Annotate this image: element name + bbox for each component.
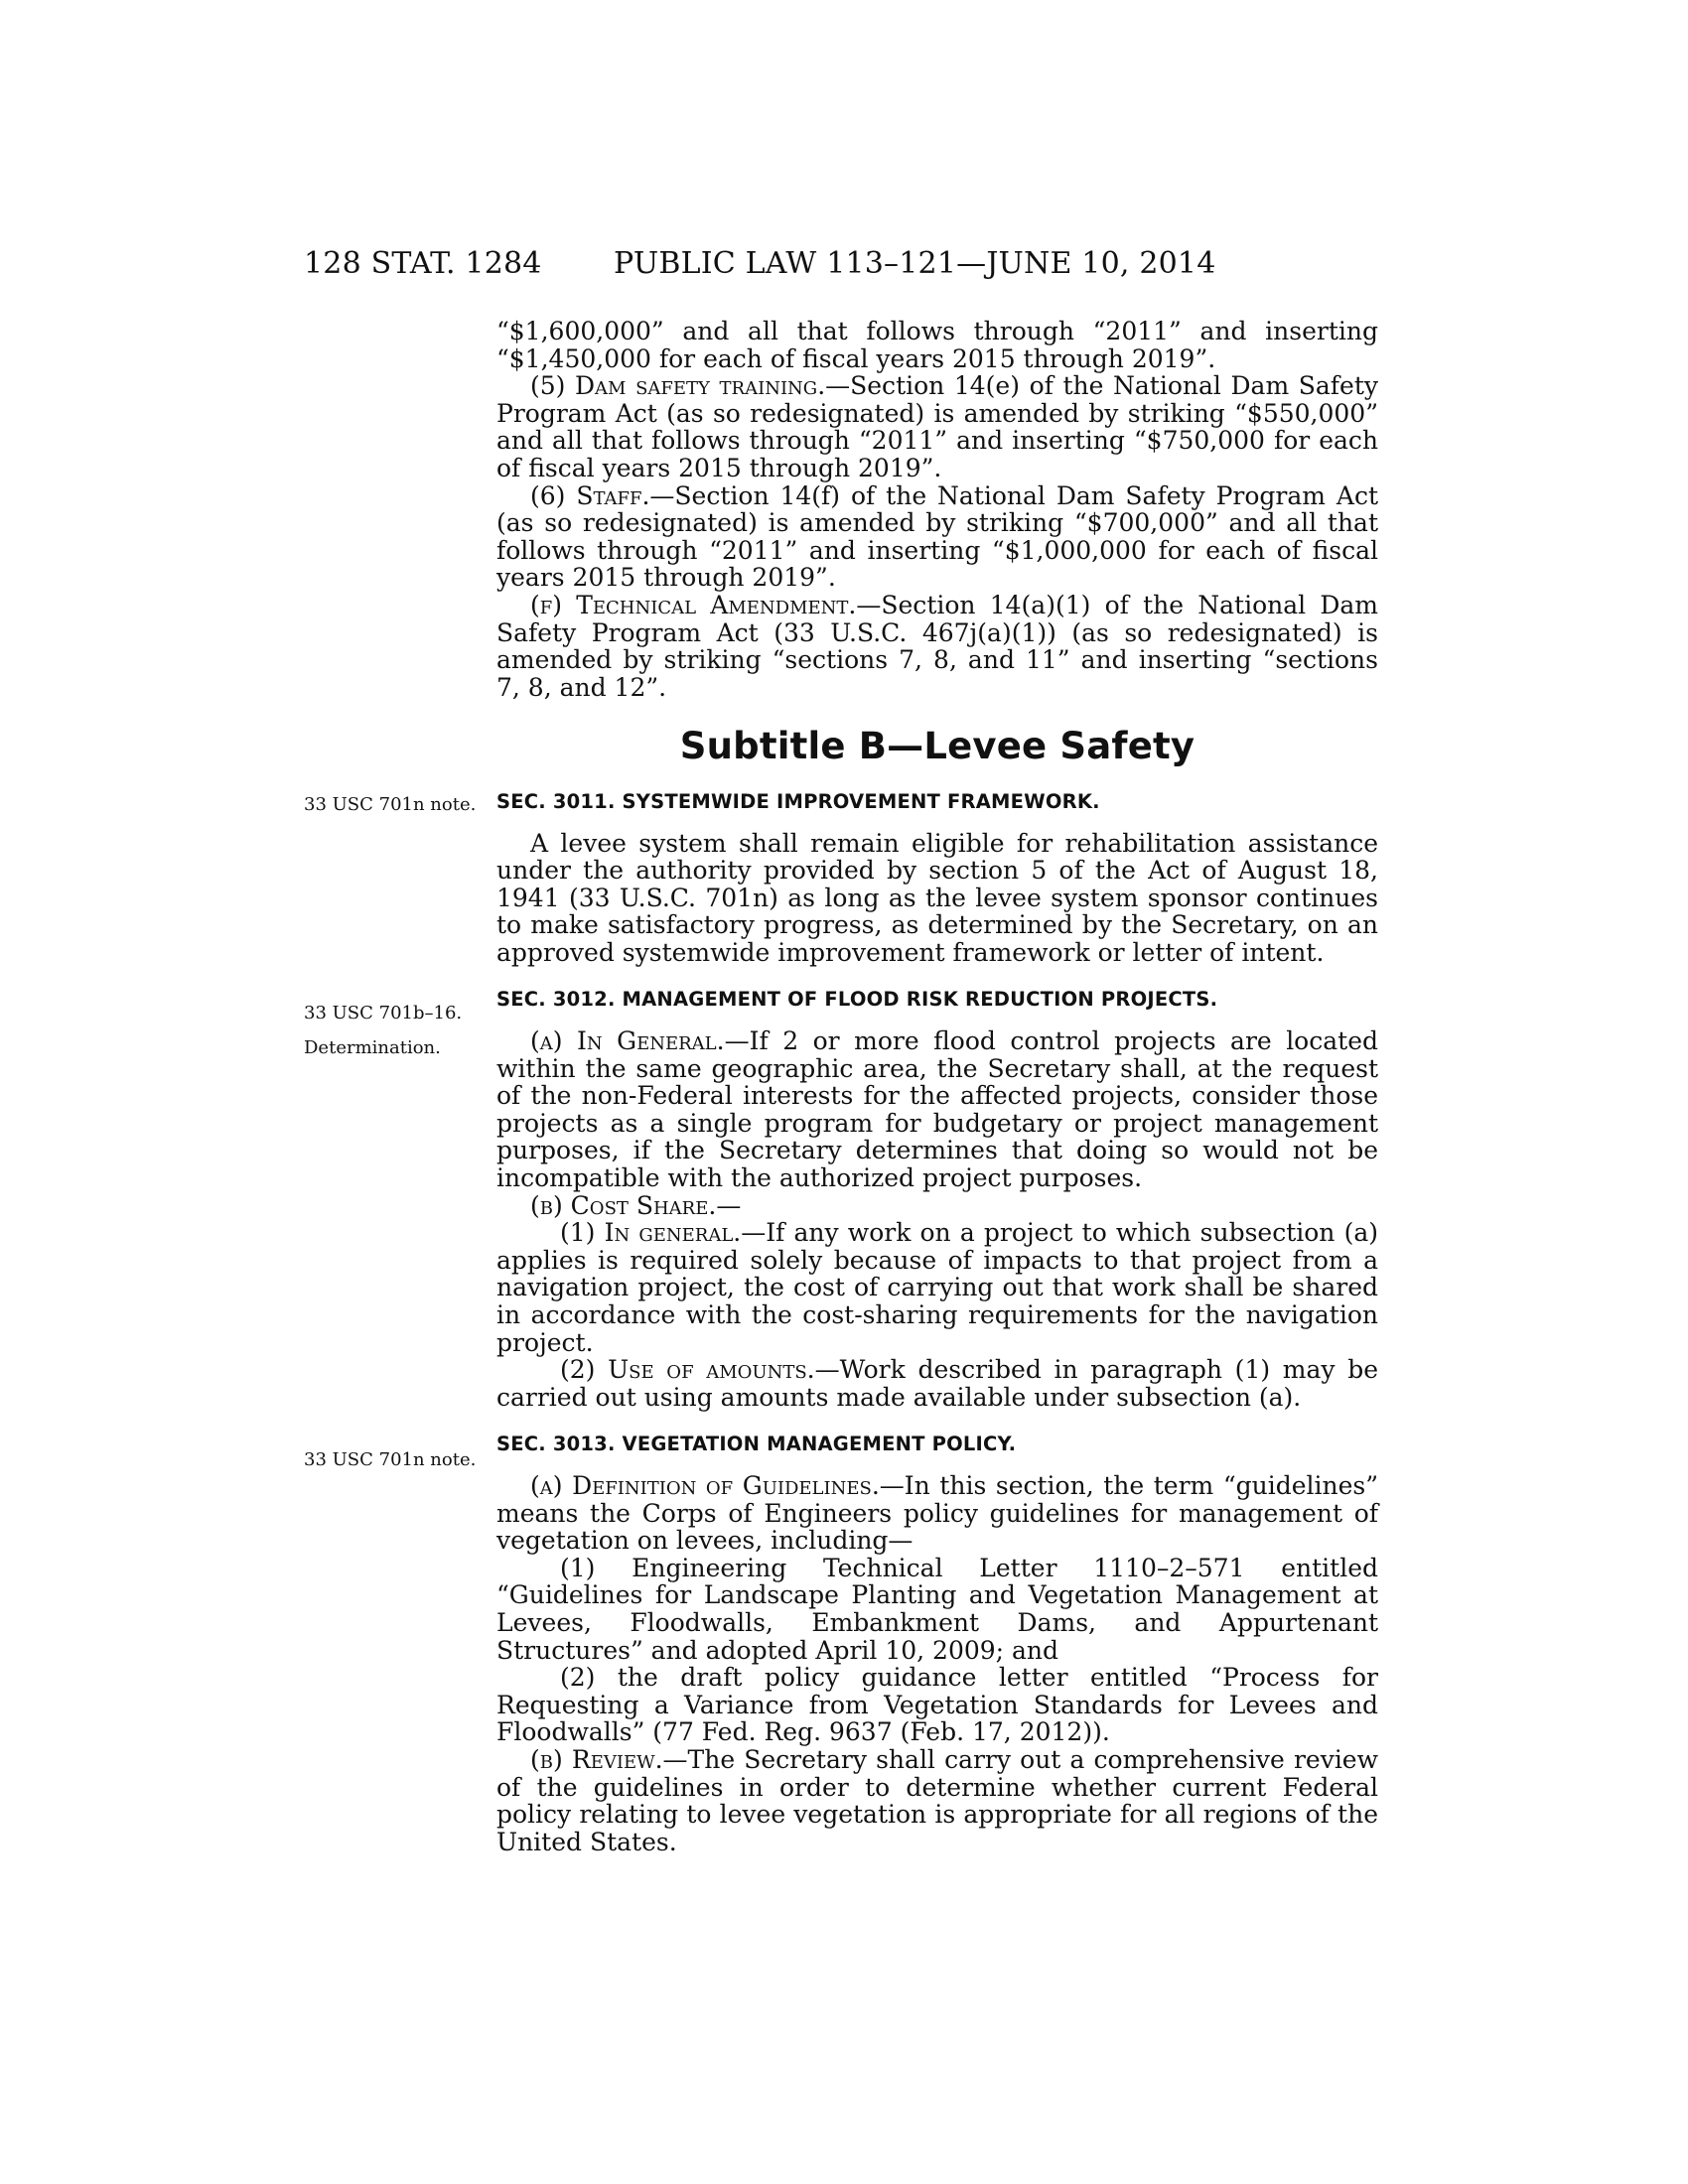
paragraph-5-label: (5) Dam safety training. — [530, 371, 826, 401]
subtitle-heading: Subtitle B—Levee Safety — [679, 725, 1196, 768]
section-spacer — [496, 966, 1378, 986]
paragraph-5-text: —Section 14(e) of the National Dam Safety Program Act (as so redesignated) is amended by striking “$550,000” and all that follows through “2011” and inserting “$750,000 for each of fiscal years 2015 through 2019”. — [496, 371, 1378, 482]
subsection-f — [496, 592, 1378, 701]
sec-3012-a — [496, 1027, 1378, 1192]
sec-3012-a-label: (a) In General. — [530, 1026, 725, 1056]
sec-3012-b — [496, 1192, 1378, 1220]
sec-3012-b1-text: —If any work on a project to which subsection (a) applies is required solely because of impacts to that project from a navigation project, the cost of carrying out that work shall be shared in accordance with the cost-sharing requirements for the navigation project. — [496, 1218, 1378, 1357]
margin-note-3012: 33 USC 701b–16. — [304, 1003, 463, 1024]
running-header: PUBLIC LAW 113–121—JUNE 10, 2014 — [614, 246, 1216, 281]
stat-page-number: 128 STAT. 1284 — [304, 246, 542, 281]
sec-3013-b — [496, 1746, 1378, 1855]
sec-3011-text: A levee system shall remain eligible for rehabilitation assistance under the authority provided by section 5 of the Act of August 18, 1941 (33 U.S.C. 701n) as long as the levee system sponsor continues to make satisfactory progress, as determined by the Secretary, on an approved systemwide improvement framework or letter of intent. — [496, 828, 1378, 967]
margin-note-3013: 33 USC 701n note. — [304, 1449, 477, 1470]
sec-3012-b2-text: —Work described in paragraph (1) may be carried out using amounts made available under subsection (a). — [496, 1355, 1378, 1412]
sec-3013-a-label: (a) Definition of Guidelines. — [530, 1470, 880, 1500]
paragraph-4-tail: “$1,600,000” and all that follows through “2011” and inserting “$1,450,000 for each of fiscal years 2015 through 2019”. — [496, 317, 1378, 373]
margin-note-3011: 33 USC 701n note. — [304, 794, 477, 815]
section-spacer — [496, 1411, 1378, 1431]
paragraph-5 — [496, 372, 1378, 481]
sec-3013-heading: SEC. 3013. VEGETATION MANAGEMENT POLICY. — [496, 1433, 1017, 1456]
sec-3012-b-text: — — [716, 1190, 742, 1220]
sec-3012-b2 — [496, 1356, 1378, 1411]
sec-3013-b-text: —The Secretary shall carry out a comprehensive review of the guidelines in order to determine whether current Federal policy relating to levee vegetation is appropriate for all regions of the United States. — [496, 1744, 1379, 1856]
paragraph-6-text: —Section 14(f) of the National Dam Safety Program Act (as so redesignated) is amended by striking “$700,000” and all that follows through “2011” and inserting “$1,000,000 for each of fiscal years 2015 through 2019”. — [496, 480, 1379, 593]
sec-3012-b1-label: (1) In general. — [560, 1218, 742, 1248]
margin-note-determination: Determination. — [304, 1037, 441, 1058]
subsection-f-text: —Section 14(a)(1) of the National Dam Safety Program Act (33 U.S.C. 467j(a)(1)) (as so redesignated) is amended by striking “sections 7, 8, and 11” and inserting “sections 7, 8, and 12”. — [496, 590, 1379, 702]
sec-3013-b-label: (b) Review. — [530, 1744, 663, 1774]
sec-3012-heading: SEC. 3012. MANAGEMENT OF FLOOD RISK REDUCTION PROJECTS. — [496, 988, 1218, 1012]
sec-3012-b1 — [496, 1219, 1378, 1356]
sec-3012-b-label: (b) Cost Share. — [530, 1190, 717, 1220]
main-text — [496, 318, 1378, 1855]
sec-3012-b2-label: (2) Use of amounts. — [560, 1355, 815, 1385]
sec-3013-a1: (1) Engineering Technical Letter 1110–2–571 entitled “Guidelines for Landscape Planting and Vegetation Management at Levees, Floodwalls, Embankment Dams, and Appurtenant Structures” and adopted April 10, 2009; and — [496, 1553, 1378, 1665]
sec-3012-a-text: —If 2 or more flood control projects are located within the same geographic area, the Secretary shall, at the request of the non-Federal interests for the affected projects, consider those projects as a single program for budgetary or project management purposes, if the Secretary determines that doing so would not be incompatible with the authorized project purposes. — [496, 1026, 1378, 1193]
subsection-f-label: (f) Technical Amendment. — [530, 590, 857, 619]
sec-3011-heading: SEC. 3011. SYSTEMWIDE IMPROVEMENT FRAMEWORK. — [496, 789, 1100, 813]
paragraph-6-label: (6) Staff. — [530, 480, 650, 510]
sec-3013-a-text: —In this section, the term “guidelines” means the Corps of Engineers policy guidelines for management of vegetation on levees, including— — [496, 1470, 1378, 1556]
paragraph-6 — [496, 482, 1378, 592]
sec-3013-a — [496, 1472, 1378, 1555]
sec-3013-a2: (2) the draft policy guidance letter entitled “Process for Requesting a Variance from Vegetation Standards for Levees and Floodwalls” (77 Fed. Reg. 9637 (Feb. 17, 2012)). — [496, 1663, 1378, 1747]
